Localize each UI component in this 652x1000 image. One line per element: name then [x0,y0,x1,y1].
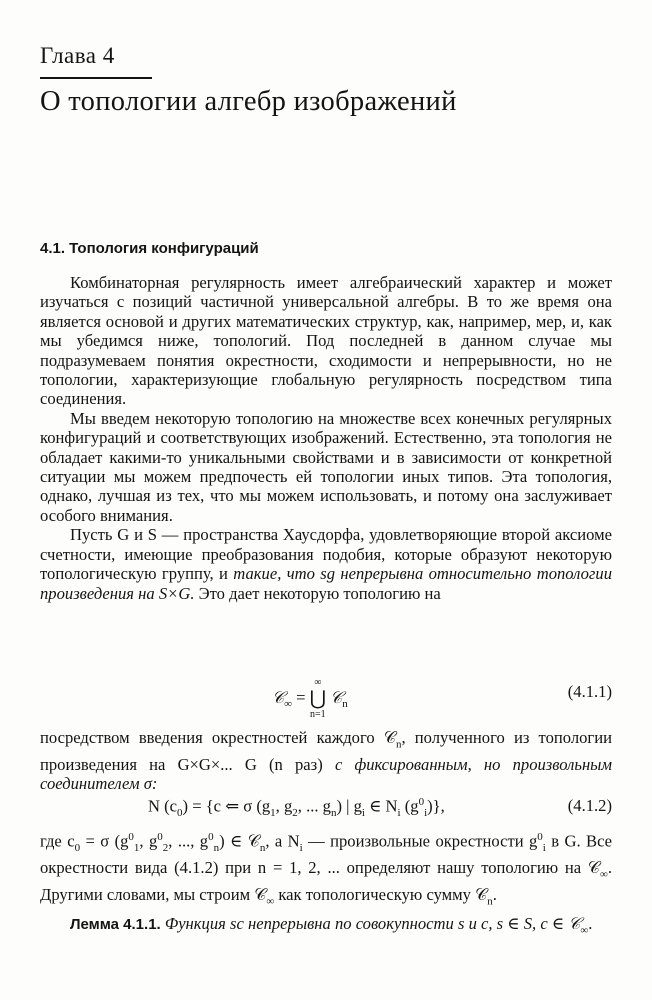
p5-sub-n: n [213,841,220,854]
p5-sub-inf-2: ∞ [266,895,275,908]
formula-4-1-1-expression [272,676,348,722]
p5-sub-1: 1 [133,841,140,854]
p5-sub-i-2: i [542,841,546,854]
f2-sub-2: 2 [292,806,298,819]
f2-sub-i-3: i [424,806,428,819]
p5-sub-2: 2 [162,841,169,854]
p5-sup-0d: 0 [537,831,543,843]
p5-b: = σ (g [80,831,129,851]
p5-sub-n-2: n [259,841,266,854]
p5-g: — произвольные окрестности g [302,831,538,851]
p5-sub-i: i [299,841,303,854]
chapter-rule [40,77,152,79]
equation-number-4-1-1: (4.1.1) [567,682,612,701]
f2-part-g: (g [400,796,419,816]
lemma-4-1-1 [40,914,612,941]
paragraph-1: Комбинаторная регулярность имеет алгебраический характер и может изучаться с позиций частичной универсальной алгебры. В то же время она является основой и других математических структур, как, например, мер, и, как мы убедимся ниже, топологий. Под последней в данном случае мы подразумеваем понятия окрестности, сходимости и непрерывности, но не топологии, характеризующие глобальную регулярность посредством типа соединения. [40,273,612,409]
f2-sub-n: n [330,806,337,819]
lemma-sub-inf: ∞ [580,924,589,937]
sub-n: n [395,738,402,751]
f2-sub-i: i [361,806,365,819]
formula-rhs: 𝒞 [326,687,343,707]
lemma-paragraph [40,914,612,941]
equation-number-4-1-2: (4.1.2) [567,796,612,815]
formula-rhs-sub: n [342,698,348,711]
f2-part-a: N (c [148,796,178,816]
paragraph-3 [40,525,612,603]
body-text-block-2 [40,728,612,794]
p5-sub-n-3: n [487,895,493,908]
p5-j: как топологическую сумму 𝒞 [274,884,488,904]
f2-sub-0: 0 [177,806,183,819]
chapter-title: О топологии алгебр изображений [40,86,457,117]
f2-sub-1: 1 [270,806,276,819]
formula-lhs: 𝒞 [272,687,285,707]
p5-d: , ..., g [168,831,209,851]
section-heading: 4.1. Топология конфигураций [40,240,259,257]
paragraph-4-part-a: посредством введения окрестностей каждого 𝒞 [40,728,396,747]
lemma-name: Лемма 4.1.1. [70,916,161,933]
paragraph-3-part-a: Пусть G и S — пространства Хаусдорфа, удовлетворяющие второй аксиоме счетности, имеющие преобразования подобия, которые образуют некоторую топологическую группу, и [40,525,612,584]
p5-e: ) ∈ 𝒞 [219,831,260,851]
f2-part-d: , ... g [297,796,331,816]
p5-f: , а N [265,831,300,851]
formula-4-1-2-expression [148,796,445,819]
lemma-text: Функция sc непрерывна по совокупности s и c, s ∈ S, c ∈ 𝒞 [160,914,581,933]
paragraph-3-italic: такие, что sg непрерывна относительно топологии произведения на S×G. [40,564,612,603]
body-text-block-1 [40,273,612,603]
p5-sup-0a: 0 [128,831,134,843]
paragraph-4-italic: с фиксированным, но произвольным соединителем σ: [40,754,613,794]
p5-i: . Другими словами, мы строим 𝒞 [40,858,612,904]
f2-sub-i-2: i [397,806,401,819]
f2-part-h: )}, [427,796,445,816]
formula-lhs-sub: ∞ [284,698,292,711]
union-operator [310,676,326,722]
f2-part-f: ∈ N [364,796,398,816]
lemma-tail: . [588,914,593,933]
union-upper-limit: ∞ [314,677,322,688]
f2-part-b: ) = {c ⇐ σ (g [182,796,271,816]
paragraph-5 [40,828,612,912]
union-lower-limit: n=1 [309,709,326,720]
formula-4-1-1 [40,676,612,724]
f2-sup-0: 0 [418,796,425,808]
paragraph-4 [40,728,612,794]
p5-c: , g [139,831,158,851]
formula-equals: = [291,687,310,707]
p5-k: . [492,884,497,904]
body-text-block-3 [40,828,612,912]
f2-part-c: , g [275,796,293,816]
p5-h: в G. Все окрестности вида (4.1.2) при n = 1, 2, ... определяют нашу топологию на 𝒞 [40,831,613,878]
paragraph-2: Мы введем некоторую топологию на множестве всех конечных регулярных конфигураций и соответствующих изображений. Естественно, эта топология не обладает какими-то уникальными свойствами и в зависимости от конкретной ситуации мы можем предпочесть ей топологии иных типов. Эта топология, однако, лучшая из тех, что мы можем использовать, и потому она заслуживает особого внимания. [40,408,612,525]
f2-part-e: ) | g [336,796,362,816]
p5-sup-0c: 0 [208,831,214,843]
p5-a: где c [40,831,75,851]
union-symbol: ⋃ [309,688,327,710]
chapter-label: Глава 4 [40,43,115,68]
paragraph-3-part-c: Это дает некоторую топологию на [194,583,441,603]
p5-sup-0b: 0 [157,831,163,843]
p5-sub-0: 0 [74,841,81,854]
paragraph-4-part-b: , полученного из топологии произведения на G×G×... G (n раз) [40,728,612,774]
p5-sub-inf: ∞ [600,868,608,881]
